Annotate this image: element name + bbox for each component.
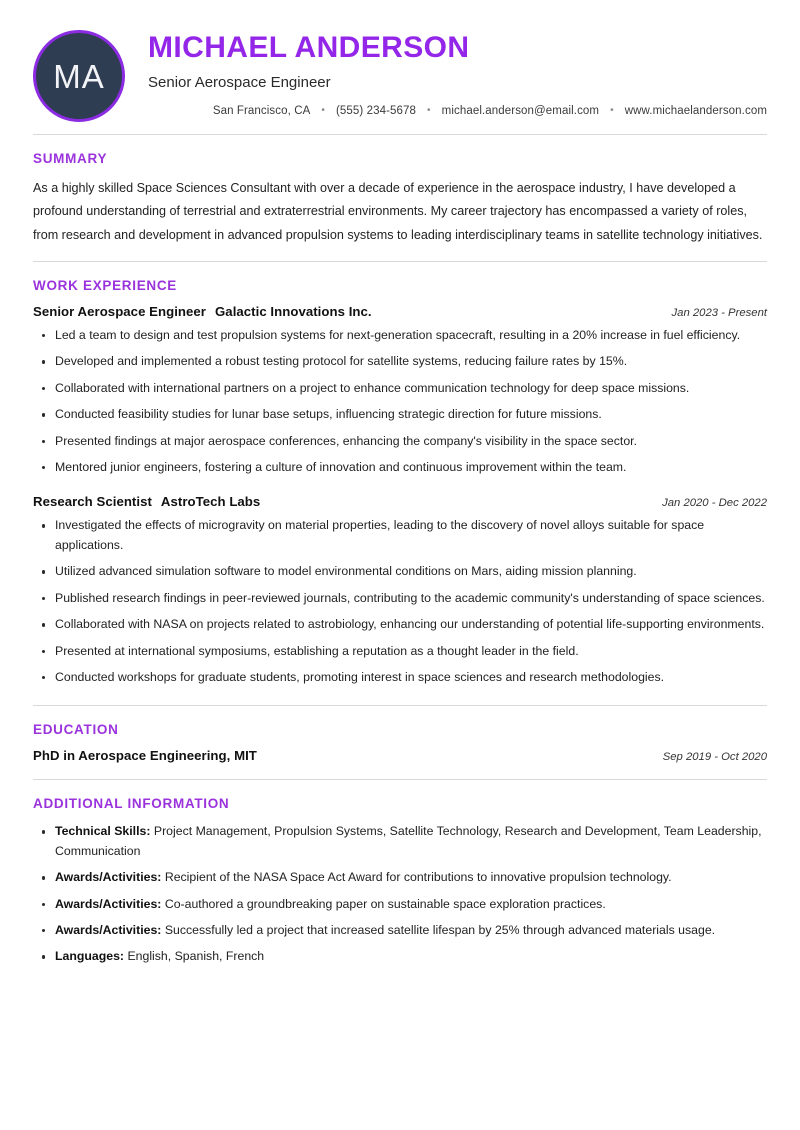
summary-text: As a highly skilled Space Sciences Consultant with over a decade of experience in the aerospace industry, I have developed a profound understanding of terrestrial and extraterrestrial environments. My career trajectory has encompassed a variety of roles, from research and development in advanced propulsion systems to leading interdisciplinary teams in satellite technology initiatives.	[33, 181, 763, 242]
avatar	[33, 30, 125, 122]
header-job-title: Senior Aerospace Engineer	[148, 73, 331, 91]
education-entry	[33, 748, 767, 763]
list-item: Developed and implemented a robust testing protocol for satellite systems, reducing failure rates by 15%.	[33, 352, 767, 371]
additional-item-text: Project Management, Propulsion Systems, Satellite Technology, Research and Development, Team Leadership, Communication	[55, 824, 762, 858]
list-item: Conducted workshops for graduate students, promoting interest in space sciences and research methodologies.	[33, 668, 767, 687]
section-heading-education: EDUCATION	[33, 722, 119, 738]
additional-item-text: English, Spanish, French	[127, 949, 265, 964]
work-entry-date: Jan 2023 - Present	[671, 306, 767, 319]
work-entry-bullets	[33, 516, 767, 687]
list-item	[33, 868, 767, 887]
additional-item-label: Technical Skills:	[55, 824, 151, 839]
work-entry-header	[33, 304, 767, 319]
education-degree: PhD in Aerospace Engineering, MIT	[33, 748, 257, 764]
list-item: Mentored junior engineers, fostering a culture of innovation and continuous improvement within the team.	[33, 458, 767, 477]
work-entry-company: AstroTech Labs	[160, 494, 261, 510]
contact-row	[148, 105, 767, 117]
work-entry-company: Galactic Innovations Inc.	[215, 303, 372, 319]
list-item: Led a team to design and test propulsion systems for next-generation spacecraft, resulting in a 20% increase in fuel efficiency.	[33, 326, 767, 345]
section-education	[33, 722, 767, 763]
additional-item-label: Awards/Activities:	[55, 923, 162, 938]
education-entry-header	[33, 748, 767, 763]
contact-website[interactable]: www.michaelanderson.com	[624, 104, 767, 117]
list-item: Utilized advanced simulation software to model environmental conditions on Mars, aiding mission planning.	[33, 562, 767, 581]
additional-item-text: Successfully led a project that increased satellite lifespan by 25% through advanced materials usage.	[164, 923, 716, 938]
resume-header	[33, 0, 767, 134]
list-item: Published research findings in peer-reviewed journals, contributing to the academic community's understanding of space sciences.	[33, 589, 767, 608]
section-divider	[33, 134, 767, 135]
section-additional-information	[33, 796, 767, 967]
avatar-initials: MA	[53, 57, 105, 95]
education-date: Sep 2019 - Oct 2020	[662, 751, 767, 764]
list-item: Collaborated with NASA on projects related to astrobiology, enhancing our understanding of potential life-supporting environments.	[33, 615, 767, 634]
bullet-separator-icon: •	[321, 104, 325, 116]
work-entry-header	[33, 494, 767, 509]
list-item	[33, 921, 767, 940]
bullet-separator-icon: •	[610, 104, 614, 116]
section-divider	[33, 779, 767, 780]
header-text-block	[125, 27, 767, 117]
work-entry-date: Jan 2020 - Dec 2022	[662, 497, 767, 510]
contact-location: San Francisco, CA	[212, 104, 311, 117]
section-work-experience	[33, 278, 767, 687]
list-item: Collaborated with international partners on a project to enhance communication technology for deep space missions.	[33, 379, 767, 398]
list-item: Investigated the effects of microgravity on material properties, leading to the discovery of novel alloys suitable for space applications.	[33, 516, 767, 555]
list-item	[33, 822, 767, 861]
additional-item-text: Recipient of the NASA Space Act Award for contributions to innovative propulsion technology.	[164, 870, 672, 885]
section-divider	[33, 705, 767, 706]
work-entry-title: Research Scientist	[33, 494, 152, 510]
work-entry-bullets	[33, 326, 767, 478]
additional-information-list	[33, 822, 767, 967]
bullet-separator-icon: •	[427, 104, 431, 116]
list-item	[33, 895, 767, 914]
contact-phone[interactable]: (555) 234-5678	[336, 104, 417, 117]
section-heading-summary: SUMMARY	[33, 151, 108, 166]
work-entry-title: Senior Aerospace Engineer	[33, 303, 206, 319]
section-summary	[33, 151, 767, 247]
section-heading-additional-information: ADDITIONAL INFORMATION	[33, 796, 230, 812]
section-heading-work-experience: WORK EXPERIENCE	[33, 277, 178, 293]
list-item: Conducted feasibility studies for lunar base setups, influencing strategic direction for future missions.	[33, 405, 767, 424]
work-entry-title-company	[33, 494, 260, 509]
additional-item-label: Languages:	[55, 949, 125, 964]
additional-item-label: Awards/Activities:	[55, 870, 162, 885]
list-item: Presented findings at major aerospace conferences, enhancing the company's visibility in the space sector.	[33, 432, 767, 451]
list-item	[33, 947, 767, 966]
additional-item-label: Awards/Activities:	[55, 896, 162, 911]
contact-email[interactable]: michael.anderson@email.com	[441, 104, 600, 117]
page-title: MICHAEL ANDERSON	[148, 31, 470, 64]
section-divider	[33, 261, 767, 262]
work-entry	[33, 494, 767, 687]
list-item: Presented at international symposiums, establishing a reputation as a thought leader in the field.	[33, 642, 767, 661]
additional-item-text: Co-authored a groundbreaking paper on sustainable space exploration practices.	[164, 896, 606, 911]
work-entry	[33, 304, 767, 478]
work-entry-title-company	[33, 304, 372, 319]
